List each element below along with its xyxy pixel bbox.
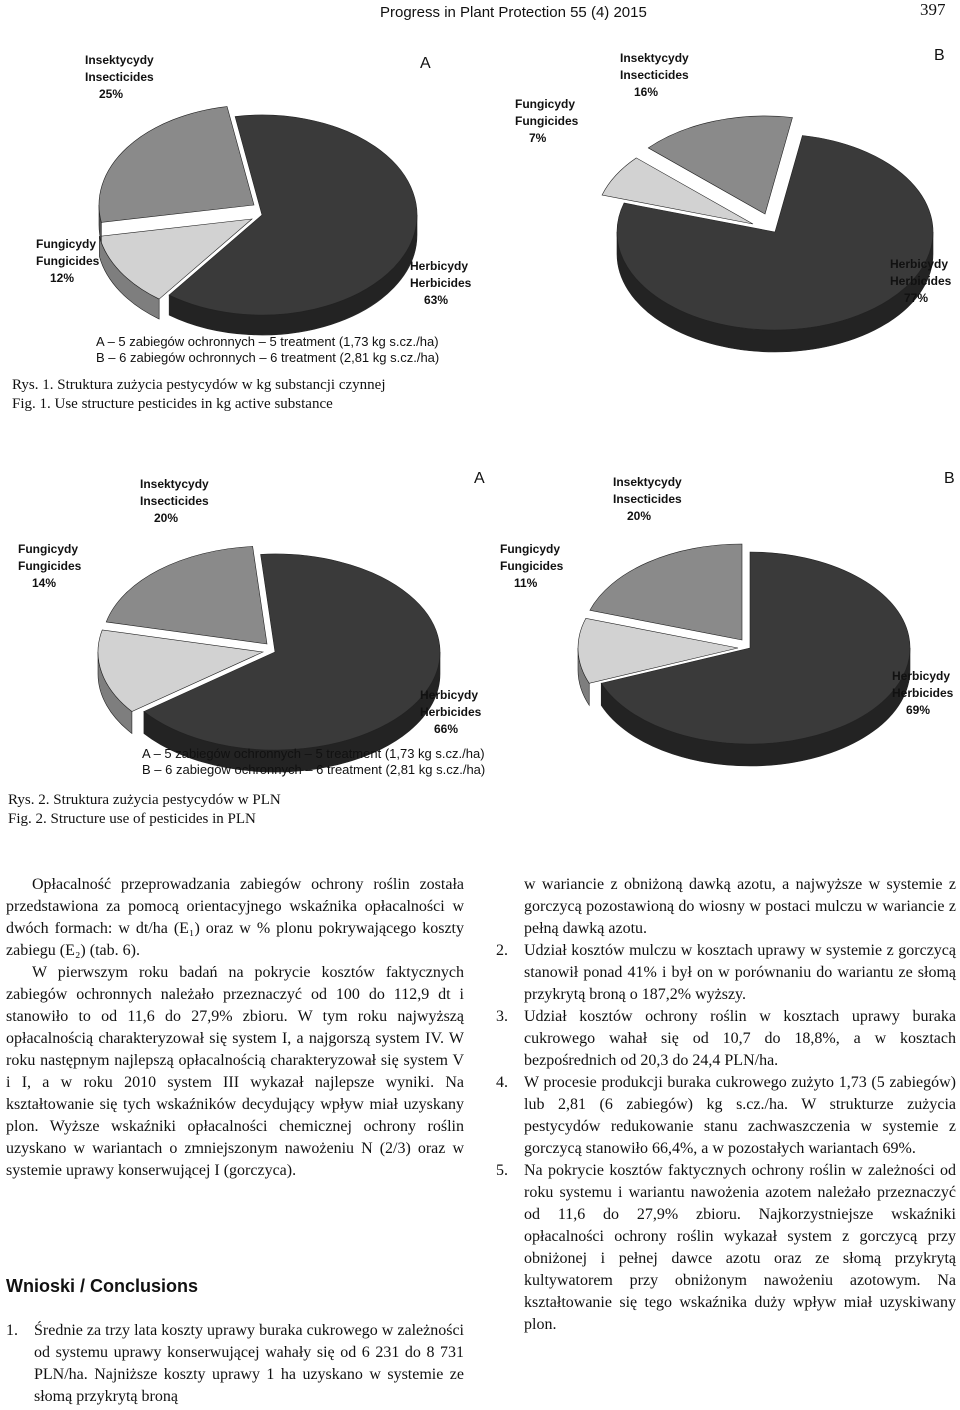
figure2-caption-pl: Rys. 2. Struktura zużycia pestycydów w PLN — [8, 792, 281, 808]
pie-slice-insecticides — [106, 546, 267, 644]
pie-label-insecticides: Insektycydy Insecticides 20% — [613, 475, 682, 523]
conclusions-list-left — [6, 1320, 464, 1408]
conclusion-number: 3. — [496, 1008, 508, 1025]
pie-label-insecticides: Insektycydy Insecticides 20% — [140, 477, 209, 525]
panel-letter: B — [934, 47, 945, 64]
figure1-legend-b: B – 6 zabiegów ochronnych – 6 treatment (2,81 kg s.cz./ha) — [96, 350, 440, 365]
conclusion-text: Udział kosztów mulczu w kosztach uprawy w systemie z gorczycą stanowił ponad 41% i był on w porównaniu do wariantu ze słomą przykrytą broną o 187,2% wyższy. — [524, 942, 956, 1003]
pie-chart-3 — [18, 477, 482, 772]
pie-label-insecticides: Insektycydy Insecticides 25% — [85, 53, 154, 101]
pie-label-fungicides: Fungicydy Fungicides 7% — [515, 97, 579, 145]
pie-label-herbicides: Herbicydy Herbicides 66% — [420, 688, 482, 736]
conclusions-heading: Wnioski / Conclusions — [6, 1276, 199, 1296]
panel-letter: A — [420, 55, 431, 72]
pie-label-fungicides: Fungicydy Fungicides 12% — [36, 237, 100, 285]
pie-slice-insecticides — [99, 107, 254, 223]
conclusion-item-4 — [496, 1072, 956, 1160]
conclusion-text: Średnie za trzy lata koszty uprawy buraka cukrowego w zależności od systemu uprawy konserwującej wahały się od 6 231 do 8 731 PLN/ha. Najniższe koszty uprawy 1 ha uzyskano w systemie ze słomą przykrytą broną — [34, 1322, 464, 1405]
figure2-caption — [8, 791, 281, 829]
conclusion-item-3 — [496, 1006, 956, 1072]
pie-chart-2 — [515, 51, 952, 352]
conclusion-text: Udział kosztów ochrony roślin w kosztach uprawy buraka cukrowego wahał się od 10,7 do 18,8%, a w kosztach bezpośrednich od 20,3 do 24,4 PLN/ha. — [524, 1008, 956, 1069]
pie-chart-1 — [36, 53, 472, 335]
conclusions-list-right — [496, 940, 956, 1336]
page-number: 397 — [920, 0, 946, 19]
body-left-column — [6, 874, 464, 1182]
conclusion-item-1-continued: w wariancie z obniżoną dawką azotu, a najwyższe w systemie z gorczycą pozostawioną do wiosny w postaci mulczu w wariancie z pełną dawką azotu. — [524, 876, 956, 937]
journal-header: Progress in Plant Protection 55 (4) 2015 — [380, 4, 647, 21]
conclusion-item-5 — [496, 1160, 956, 1336]
conclusion-item-2 — [496, 940, 956, 1006]
figure1-caption — [12, 376, 385, 414]
pie-label-herbicides: Herbicydy Herbicides 77% — [890, 257, 952, 305]
conclusion-number: 4. — [496, 1074, 508, 1091]
pie-chart-4 — [500, 475, 954, 766]
conclusion-number: 2. — [496, 942, 508, 959]
pie-label-herbicides: Herbicydy Herbicides 69% — [892, 669, 954, 717]
conclusion-text: W procesie produkcji buraka cukrowego zużyto 1,73 (5 zabiegów) lub 2,81 (6 zabiegów) kg s.cz./ha. W strukturze zużycia pestycydów redukowanie stanu zachwaszczenia w systemie z gorczycą stanowiło 66,4%, a w pozostałych wariantach 69%. — [524, 1074, 956, 1157]
body-right-column — [496, 874, 956, 940]
panel-letter: B — [944, 470, 955, 487]
conclusion-text: Na pokrycie kosztów faktycznych ochrony roślin w zależności od roku systemu i wariantu nawożenia azotem należało przeznaczyć od 11,6 do 27,9% zbioru. Najkorzystniejsze wskaźniki opłacalności ochrony roślin wykazał system z gorczycą przy obniżonej i pełnej dawce azotu oraz ze słomą przykrytą kultywatorem przy obniżonym nawożeniu azotowym. Na kształtowanie się tego wskaźnika duży wpływ miał uzyskiwany plon. — [524, 1162, 956, 1333]
figure2-legend — [142, 746, 485, 778]
figure2-legend-a: A – 5 zabiegów ochronnych – 5 treatment (1,73 kg s.cz./ha) — [142, 746, 485, 761]
figure1-caption-en: Fig. 1. Use structure pesticides in kg active substance — [12, 396, 333, 412]
pie-label-insecticides: Insektycydy Insecticides 16% — [620, 51, 689, 99]
figure2-caption-en: Fig. 2. Structure use of pesticides in PLN — [8, 811, 256, 827]
conclusion-number: 5. — [496, 1162, 508, 1179]
figure2-legend-b: B – 6 zabiegów ochronnych – 6 treatment (2,81 kg s.cz./ha) — [142, 762, 486, 777]
pie-label-herbicides: Herbicydy Herbicides 63% — [410, 259, 472, 307]
figure1-caption-pl: Rys. 1. Struktura zużycia pestycydów w kg substancji czynnej — [12, 377, 386, 393]
figure1-legend — [96, 334, 439, 366]
conclusion-item-1 — [6, 1320, 464, 1408]
figure1-legend-a: A – 5 zabiegów ochronnych – 5 treatment (1,73 kg s.cz./ha) — [96, 334, 439, 349]
body-paragraph-1: Opłacalność przeprowadzania zabiegów ochrony roślin została przedstawiona za pomocą orientacyjnego wskaźnika opłacalności w dwóch formach: w dt/ha (E₁) oraz w % plonu pokrywającego koszty zabiegu (E₂) (tab. 6). — [6, 876, 464, 959]
pie-label-fungicides: Fungicydy Fungicides 14% — [18, 542, 82, 590]
panel-letter: A — [474, 470, 485, 487]
body-paragraph-2: W pierwszym roku badań na pokrycie kosztów faktycznych zabiegów ochronnych należało przeznaczyć od 100 do 112,9 dt i stanowiło to od 11,6 do 27,9% zbioru. W tym roku najwyższą opłacalnością charakteryzował się system I, a najgorszą system IV. W roku następnym najlepszą opłacalnością charakteryzował się system V i I, a w roku 2010 system III wykazał najlepsze wyniki. Na kształtowanie się tych wskaźników decydujący wpływ miał uzyskany plon. Wyższe wskaźniki opłacalności chemicznej ochrony roślin uzyskano w wariantach o zmniejszonym nawożeniu N (2/3) oraz w systemie uprawy konserwującej I (gorczyca). — [6, 964, 464, 1179]
conclusion-number: 1. — [6, 1322, 18, 1339]
pie-label-fungicides: Fungicydy Fungicides 11% — [500, 542, 564, 590]
